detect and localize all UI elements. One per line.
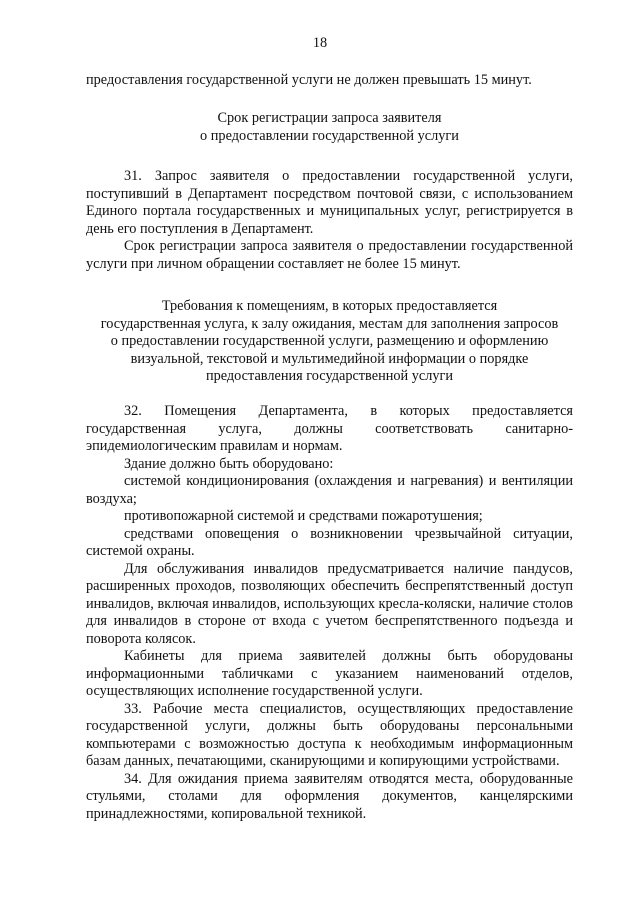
heading-line: Срок регистрации запроса заявителя: [217, 110, 442, 126]
paragraph-offices: Кабинеты для приема заявителей должны быть оборудованы информационными табличками с указанием наименований отделов, осуществляющих исполнение государственной услуги.: [86, 648, 573, 699]
paragraph-fire-safety: противопожарной системой и средствами пожаротушения;: [124, 508, 483, 524]
section-premises-body: [86, 403, 573, 823]
heading-line: визуальной, текстовой и мультимедийной информации о порядке: [130, 350, 529, 367]
section-heading-premises: [86, 298, 573, 386]
continuation-line: предоставления государственной услуги не должен превышать 15 минут.: [86, 72, 532, 88]
section-registration-body: [86, 168, 573, 273]
heading-line: Требования к помещениям, в которых предоставляется: [161, 298, 498, 314]
heading-line: предоставления государственной услуги: [205, 368, 454, 384]
paragraph-disabled-access: Для обслуживания инвалидов предусматривается наличие пандусов, расширенных проходов, позволяющих обеспечить беспрепятственный доступ инвалидов, включая инвалидов, использующих кресла-коляски, наличие столов для инвалидов в стороне от входа с учетом беспрепятственного подъезда и поворота колясок.: [86, 560, 573, 647]
paragraph-32: 32. Помещения Департамента, в которых предоставляется государственная услуга, должны соответствовать санитарно-эпидемиологическим правилам и нормам.: [86, 403, 573, 454]
section-heading-registration: [86, 110, 573, 145]
paragraph-air-conditioning: системой кондиционирования (охлаждения и нагревания) и вентиляции воздуха;: [86, 473, 573, 507]
page-number: 18: [312, 35, 328, 51]
heading-line: государственная услуга, к залу ожидания, местам для заполнения запросов: [100, 315, 559, 332]
heading-line: о предоставлении государственной услуги: [200, 127, 459, 144]
paragraph-31: 31. Запрос заявителя о предоставлении государственной услуги, поступивший в Департамент посредством почтовой связи, с использованием Единого портала государственных и муниципальных услуг, регистрируется в день его поступления в Департамент.: [86, 168, 573, 237]
paragraph-34: 34. Для ожидания приема заявителям отводятся места, оборудованные стульями, столами для оформления документов, канцелярскими принадлежностями, копировальной техникой.: [86, 770, 573, 822]
heading-line: о предоставлении государственной услуги, размещению и оформлению: [110, 333, 549, 349]
paragraph-building-equipment: Здание должно быть оборудовано:: [124, 455, 334, 472]
paragraph-registration-time: Срок регистрации запроса заявителя о предоставлении государственной услуги при личном обращении составляет не более 15 минут.: [86, 238, 573, 272]
paragraph-33: 33. Рабочие места специалистов, осуществляющих предоставление государственной услуги, должны быть оборудованы персональными компьютерами с возможностью доступа к необходимым информационным базам данных, печатающими, сканирующими и копирующими устройствами.: [86, 700, 573, 769]
paragraph-emergency-alert: средствами оповещения о возникновении чрезвычайной ситуации, системой охраны.: [86, 525, 573, 559]
